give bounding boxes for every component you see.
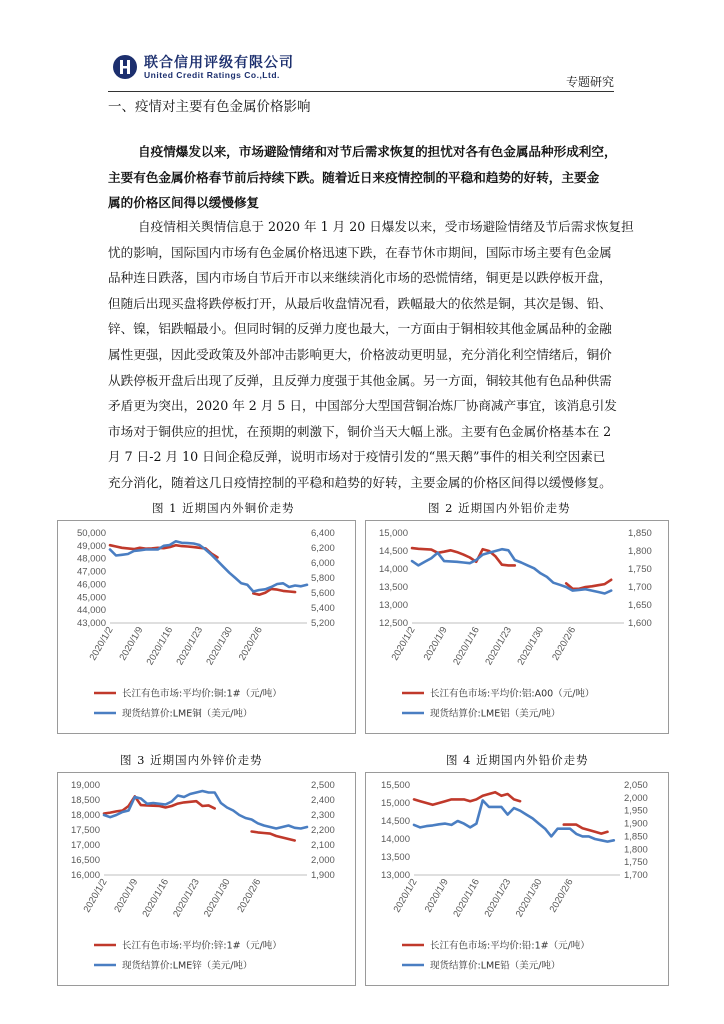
- y-right-tick: 1,600: [628, 618, 652, 629]
- y-left-tick: 13,000: [378, 600, 408, 611]
- y-right-tick: 1,900: [311, 870, 335, 881]
- y-left-tick: 18,000: [70, 810, 100, 821]
- body-line: 忧的影响，国际国内市场有色金属价格迅速下跌，在春节休市期间，国际市场主要有色金属: [108, 244, 612, 260]
- body-line: 但随后出现买盘将跌停板打开，从最后收盘情况看，跌幅最大的依然是铜，其次是锡、铅、: [108, 295, 612, 311]
- lead-line: 主要有色金属价格春节前后持续下跌。随着近日来疫情控制的平稳和趋势的好转，主要金: [108, 169, 600, 185]
- y-right-tick: 1,850: [624, 831, 648, 843]
- legend-label: 长江有色市场:平均价:铝:A00（元/吨）: [430, 688, 595, 700]
- aluminum-price-chart: [366, 521, 668, 733]
- y-right-tick: 1,900: [624, 818, 648, 830]
- y-left-tick: 44,000: [76, 605, 106, 617]
- body-line: 充分消化，随着这几日疫情控制的平稳和趋势的好转，主要金属的价格区间得以缓慢修复。: [108, 474, 612, 490]
- x-tick: 2020/1/9: [421, 625, 450, 663]
- legend-label: 现货结算价:LME锌（美元/吨）: [122, 960, 253, 972]
- lead-line: 自疫情爆发以来，市场避险情绪和对节后需求恢复的担忧对各有色金属品种形成利空，: [138, 144, 617, 159]
- x-tick: 2020/2/6: [550, 625, 579, 663]
- y-right-tick: 1,800: [624, 844, 648, 856]
- x-tick: 2020/1/23: [171, 877, 202, 920]
- chart-caption-lead: 图 4 近期国内外铅价走势: [446, 753, 589, 767]
- x-tick: 2020/1/2: [391, 877, 420, 915]
- body-line: 锌、镍，铝跌幅最小。但同时铜的反弹力度也最大，一方面由于铜相较其他金属品种的金融: [108, 321, 612, 337]
- y-left-tick: 43,000: [76, 618, 106, 629]
- x-tick: 2020/1/9: [117, 625, 146, 663]
- y-right-tick: 1,850: [628, 528, 652, 539]
- y-right-tick: 1,700: [628, 582, 652, 593]
- y-right-tick: 5,400: [311, 603, 335, 614]
- legend-label: 现货结算价:LME铝（美元/吨）: [430, 708, 561, 720]
- x-tick: 2020/1/23: [482, 877, 514, 920]
- body-line: 市场对于铜供应的担忧，在预期的刺激下，铜价当天大幅上涨。主要有色金属价格基本在 2: [108, 423, 612, 439]
- legend-label: 现货结算价:LME铅（美元/吨）: [430, 960, 561, 972]
- company-name-en: United Credit Ratings Co.,Ltd.: [144, 70, 280, 80]
- body-line: 属性更强，因此受政策及外部冲击影响更大，价格波动更明显，充分消化利空情绪后，铜价: [108, 346, 612, 362]
- body-line: 品种连日跌落，国内市场自节后开市以来继续消化市场的恐慌情绪，铜更是以跌停板开盘，: [108, 270, 612, 286]
- y-left-tick: 19,000: [70, 780, 100, 791]
- body-line: 自疫情相关舆情信息于 2020 年 1 月 20 日爆发以来，受市场避险情绪及节后需求恢复担: [138, 219, 634, 234]
- y-right-tick: 2,400: [311, 795, 335, 806]
- company-name-cn: 联合信用评级有限公司: [144, 55, 294, 71]
- y-left-tick: 15,000: [378, 528, 408, 539]
- y-left-tick: 13,000: [380, 870, 410, 881]
- y-left-tick: 14,000: [380, 834, 410, 845]
- x-tick: 2020/1/23: [174, 625, 206, 668]
- zinc-price-chart: [58, 773, 355, 985]
- y-right-tick: 5,800: [311, 573, 335, 584]
- y-right-tick: 1,700: [624, 870, 648, 881]
- y-right-tick: 2,500: [311, 780, 335, 791]
- y-left-tick: 13,500: [378, 582, 408, 593]
- lead-price-chart: [366, 773, 668, 985]
- y-left-tick: 48,000: [76, 553, 106, 565]
- y-left-tick: 18,500: [70, 795, 100, 806]
- domestic-price-series: [414, 792, 520, 805]
- y-left-tick: 13,500: [380, 852, 410, 863]
- body-line: 从跌停板开盘后出现了反弹，且反弹力度强于其他金属。另一方面，铜较其他有色品种供需: [108, 372, 612, 388]
- x-tick: 2020/1/16: [451, 877, 483, 920]
- x-tick: 2020/2/6: [236, 625, 265, 663]
- y-right-tick: 1,750: [624, 857, 648, 869]
- section-title: 一、疫情对主要有色金属价格影响: [108, 99, 311, 115]
- y-right-tick: 6,000: [311, 558, 335, 569]
- y-right-tick: 6,200: [311, 543, 335, 554]
- y-left-tick: 17,000: [70, 840, 100, 851]
- chart-caption-zinc: 图 3 近期国内外锌价走势: [120, 753, 263, 767]
- body-line: 月 7 日-2 月 10 日间企稳反弹，说明市场对于疫情引发的“黑天鹅”事件的相关利空因素已: [108, 449, 606, 465]
- y-left-tick: 49,000: [76, 540, 106, 552]
- y-left-tick: 46,000: [76, 579, 106, 591]
- x-tick: 2020/1/2: [389, 625, 418, 663]
- y-left-tick: 50,000: [76, 528, 106, 539]
- legend-label: 现货结算价:LME铜（美元/吨）: [122, 708, 253, 720]
- y-left-tick: 14,500: [378, 546, 408, 557]
- body-line: 矛盾更为突出，2020 年 2 月 5 日，中国部分大型国营铜冶炼厂协商减产事宜，该消息引发: [108, 398, 617, 414]
- y-right-tick: 2,000: [311, 855, 335, 866]
- chart-copper: [57, 520, 356, 734]
- y-left-tick: 47,000: [76, 566, 106, 578]
- document-type-label: 专题研究: [565, 75, 614, 89]
- y-right-tick: 2,050: [624, 780, 648, 791]
- y-right-tick: 2,100: [311, 840, 335, 851]
- legend-label: 长江有色市场:平均价:铜:1#（元/吨）: [122, 688, 282, 700]
- lead-line: 属的价格区间得以缓慢修复: [108, 195, 260, 211]
- copper-price-chart: [58, 521, 355, 733]
- body-paragraph: [108, 214, 634, 496]
- y-left-tick: 12,500: [378, 618, 408, 629]
- chart-caption-aluminum: 图 2 近期国内外铝价走势: [428, 501, 571, 515]
- y-right-tick: 1,750: [628, 564, 652, 575]
- x-tick: 2020/1/16: [451, 625, 482, 668]
- x-tick: 2020/1/9: [112, 877, 141, 915]
- x-tick: 2020/1/16: [140, 877, 172, 920]
- y-right-tick: 2,000: [624, 792, 648, 804]
- x-tick: 2020/1/16: [144, 625, 176, 668]
- domestic-price-series: [566, 580, 611, 589]
- lme-price-series: [414, 800, 614, 841]
- y-left-tick: 14,000: [378, 564, 408, 575]
- chart-aluminum: [365, 520, 669, 734]
- company-logo-icon: [112, 54, 138, 80]
- y-right-tick: 1,800: [628, 546, 652, 557]
- x-tick: 2020/2/6: [235, 877, 264, 915]
- y-right-tick: 6,400: [311, 528, 335, 539]
- y-right-tick: 1,950: [624, 805, 648, 817]
- y-left-tick: 16,500: [70, 855, 100, 866]
- y-right-tick: 5,200: [311, 618, 335, 629]
- y-left-tick: 17,500: [70, 825, 100, 836]
- x-tick: 2020/1/30: [513, 877, 545, 920]
- header-divider: [108, 91, 614, 92]
- x-tick: 2020/1/30: [515, 625, 547, 668]
- x-tick: 2020/1/2: [87, 625, 116, 663]
- y-left-tick: 45,000: [76, 592, 106, 604]
- legend-label: 长江有色市场:平均价:锌:1#（元/吨）: [122, 940, 282, 952]
- chart-zinc: [57, 772, 356, 986]
- x-tick: 2020/1/30: [204, 625, 235, 668]
- y-left-tick: 16,000: [70, 870, 100, 881]
- x-tick: 2020/1/2: [81, 877, 110, 915]
- x-tick: 2020/1/30: [201, 877, 233, 920]
- y-right-tick: 2,300: [311, 810, 335, 821]
- y-right-tick: 1,650: [628, 600, 652, 611]
- legend-label: 长江有色市场:平均价:铅:1#（元/吨）: [430, 940, 590, 952]
- chart-caption-copper: 图 1 近期国内外铜价走势: [152, 501, 295, 515]
- y-right-tick: 5,600: [311, 588, 335, 599]
- y-right-tick: 2,200: [311, 825, 335, 836]
- y-left-tick: 15,000: [380, 798, 410, 809]
- lme-price-series: [104, 791, 307, 829]
- x-tick: 2020/1/23: [483, 625, 514, 668]
- lead-paragraph: [108, 139, 617, 216]
- x-tick: 2020/2/6: [547, 877, 576, 915]
- chart-lead: [365, 772, 669, 986]
- x-tick: 2020/1/9: [422, 877, 451, 915]
- domestic-price-series: [252, 832, 295, 841]
- y-left-tick: 14,500: [380, 816, 410, 827]
- y-left-tick: 15,500: [380, 780, 410, 791]
